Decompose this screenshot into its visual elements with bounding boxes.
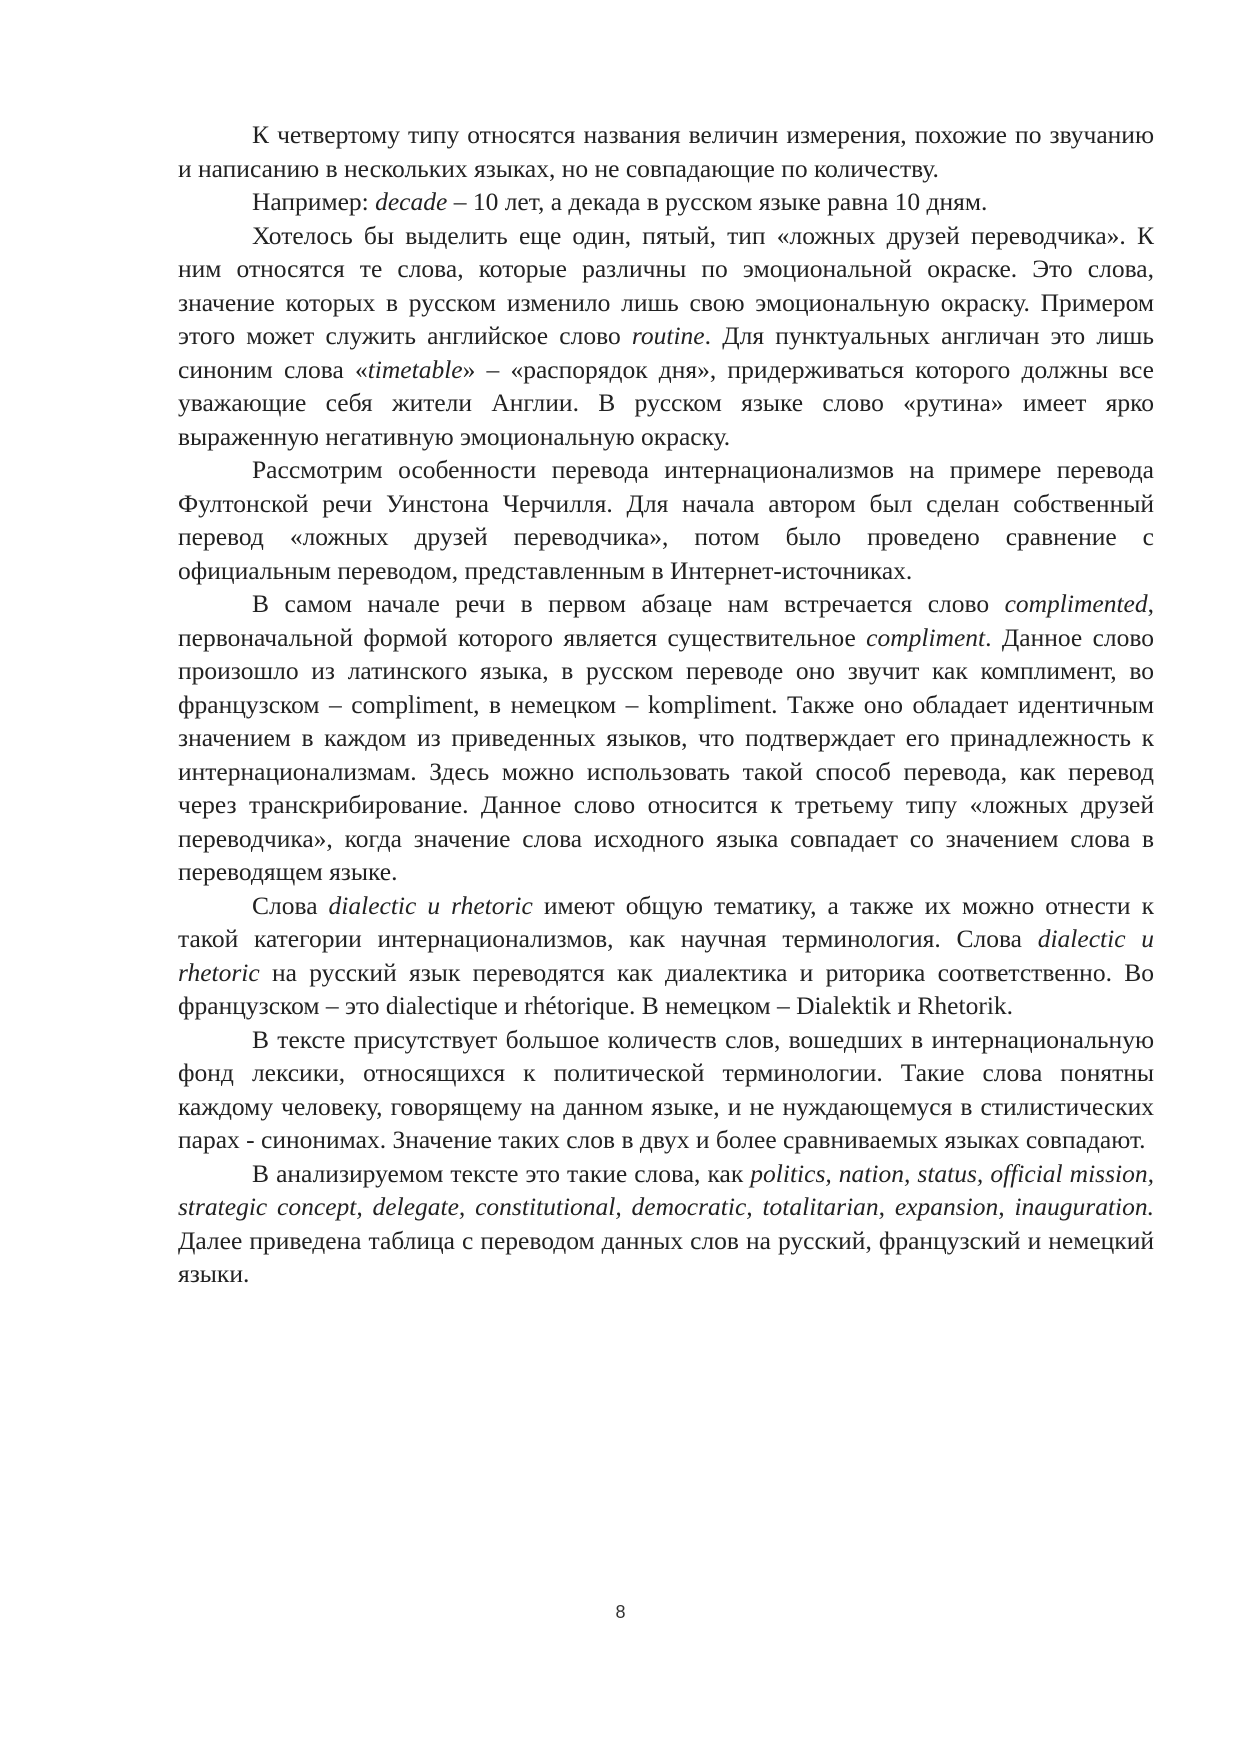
text-run: В анализируемом тексте это такие слова, как: [252, 1158, 751, 1188]
paragraph-analyzed-words: [178, 1157, 1154, 1291]
text-run: на русский язык переводятся как диалектика и риторика соответственно. Во французском – это dialectique и rhétorique. В немецком – Dialektik и Rhetorik.: [178, 957, 1154, 1020]
italic-term: compliment: [866, 622, 986, 652]
italic-term: dialectic и rhetoric: [328, 890, 533, 920]
paragraph-example-decade: [178, 185, 1154, 219]
paragraph-fourth-type: [178, 118, 1154, 185]
text-run: В тексте присутствует большое количеств слов, вошедших в интернациональную фонд лексики, относящихся к политической терминологии. Такие слова понятны каждому человеку, говорящему на данном языке, и не нуждающемуся в стилистических парах - синонимах. Значение таких слов в двух и более сравниваемых языках совпадают.: [178, 1024, 1154, 1154]
text-run: . Для пунктуальных англичан это лишь синоним слова «: [178, 321, 1154, 384]
text-run: » – «распорядок дня», придерживаться которого должны все уважающие себя жители Англии. В русском языке слово «рутина» имеет ярко выраженную негативную эмоциональную окраску.: [178, 354, 1154, 451]
text-run: Далее приведена таблица с переводом данных слов на русский, французский и немецкий языки.: [178, 1225, 1154, 1288]
italic-term: decade: [375, 187, 448, 216]
text-run: К четвертому типу относятся названия величин измерения, похожие по звучанию и написанию в нескольких языках, но не совпадающие по количеству.: [178, 120, 1154, 183]
italic-term: complimented: [1004, 589, 1148, 618]
paragraph-political-terms: [178, 1023, 1154, 1157]
text-run: – 10 лет, а декада в русском языке равна 10 дням.: [447, 187, 988, 216]
paragraph-fifth-type: [178, 219, 1154, 454]
page-number: 8: [615, 1602, 626, 1622]
text-run: Слова: [252, 890, 329, 920]
page-body: [178, 118, 1154, 1291]
text-run: Хотелось бы выделить еще один, пятый, тип «ложных друзей переводчика». К ним относятся те слова, которые различны по эмоциональной окраске. Это слова, значение которых в русском изменило лишь свою эмоциональную окраску. Примером этого может служить английское слово: [178, 220, 1154, 350]
text-run: Например:: [252, 187, 376, 216]
paragraph-fulton-speech: [178, 453, 1154, 587]
text-run: Рассмотрим особенности перевода интернационализмов на примере перевода Фултонской речи Уинстона Черчилля. Для начала автором был сделан собственный перевод «ложных друзей переводчика», потом было проведено сравнение с официальным переводом, представленным в Интернет-источниках.: [178, 455, 1154, 585]
text-run: , первоначальной формой которого является существительное: [178, 589, 1154, 652]
paragraph-compliment: [178, 587, 1154, 889]
text-run: имеют общую тематику, а также их можно отнести к такой категории интернационализмов, как научная терминология. Слова: [178, 890, 1154, 953]
paragraph-dialectic-rhetoric: [178, 889, 1154, 1023]
italic-term: dialectic и rhetoric: [178, 924, 1154, 987]
text-run: . Данное слово произошло из латинского языка, в русском переводе оно звучит как комплимент, во французском – compliment, в немецком – kompliment. Также оно обладает идентичным значением в каждом из приведенных языков, что подтверждает его принадлежность к интернационализмам. Здесь можно использовать такой способ перевода, как перевод через транскрибирование. Данное слово относится к третьему типу «ложных друзей переводчика», когда значение слова исходного языка совпадает со значением слова в переводящем языке.: [178, 622, 1154, 886]
italic-term-list: politics, nation, status, official mission, strategic concept, delegate, constitutional, democratic, totalitarian, expansion, inauguration.: [178, 1158, 1154, 1221]
italic-term: routine: [631, 321, 705, 350]
italic-term: timetable: [367, 354, 463, 384]
text-run: В самом начале речи в первом абзаце нам встречается слово: [252, 589, 1005, 618]
